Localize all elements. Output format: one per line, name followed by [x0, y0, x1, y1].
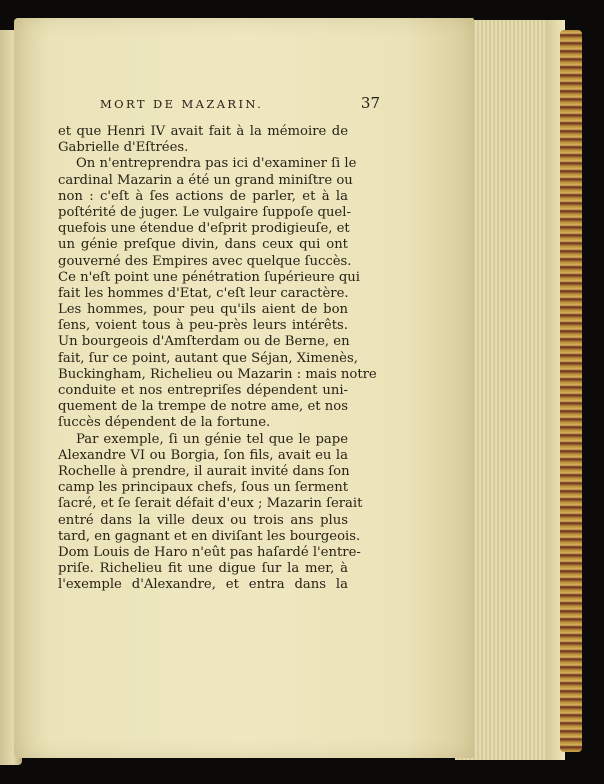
text-line: priſe. Richelieu fit une digue ſur la mer, à: [58, 561, 348, 577]
text-line: ſens, voient tous à peu-près leurs intérêts.: [58, 318, 348, 334]
text-line: Ce n'eſt point une pénétration ſupérieure qui: [58, 269, 360, 285]
text-line: Par exemple, ſi un génie tel que le pape: [76, 431, 348, 447]
text-line: entré dans la ville deux ou trois ans plus: [58, 512, 348, 528]
text-line: Un bourgeois d'Amſterdam ou de Berne, en: [58, 334, 350, 350]
running-title: MORT DE MAZARIN.: [100, 97, 264, 111]
text-line: camp les principaux chefs, ſous un ſerment: [58, 480, 348, 496]
text-line: Les hommes, pour peu qu'ils aient de bon: [58, 302, 348, 318]
text-line: Buckingham, Richelieu ou Mazarin : mais notre: [58, 366, 377, 382]
page-content: [58, 94, 380, 593]
running-head: [100, 94, 380, 112]
text-line: un génie preſque divin, dans ceux qui ont: [58, 237, 348, 253]
text-line: Dom Louis de Haro n'eût pas haſardé l'entre-: [58, 544, 361, 560]
text-line: quefois une étendue d'eſprit prodigieuſe, et: [58, 221, 350, 237]
text-line: ſacré, et ſe ſerait défait d'eux ; Mazarin ſerait: [58, 496, 363, 512]
text-line: conduite et nos entrepriſes dépendent uni-: [58, 383, 348, 398]
text-line: fait les hommes d'Etat, c'eſt leur caractère.: [58, 285, 349, 301]
text-line: gouverné des Empires avec quelque ſuccès.: [58, 253, 352, 269]
text-line: et que Henri IV avait fait à la mémoire de: [58, 124, 348, 139]
text-line: cardinal Mazarin a été un grand miniſtre ou: [58, 172, 353, 188]
text-line: poſtérité de juger. Le vulgaire ſuppoſe quel-: [58, 204, 351, 220]
text-line: Rochelle à prendre, il aurait invité dans ſon: [58, 463, 350, 479]
text-line: l'exemple d'Alexandre, et entra dans la: [58, 577, 348, 593]
text-body: [58, 124, 377, 593]
book-binding: [560, 30, 582, 752]
text-line: On n'entreprendra pas ici d'examiner ſi le: [76, 156, 357, 172]
text-line: quement de la trempe de notre ame, et nos: [58, 399, 348, 415]
text-line: tard, en gagnant et en diviſant les bourgeois.: [58, 528, 361, 544]
text-line: fait, ſur ce point, autant que Séjan, Ximenès,: [58, 350, 358, 366]
text-line: ſuccès dépendent de la fortune.: [58, 415, 271, 431]
text-line: Alexandre VI ou Borgia, ſon fils, avait eu la: [58, 447, 348, 463]
text-line: non : c'eſt à ſes actions de parler, et à la: [58, 188, 348, 204]
text-line: Gabrielle d'Eſtrées.: [58, 140, 189, 156]
page-number: 37: [360, 94, 380, 112]
